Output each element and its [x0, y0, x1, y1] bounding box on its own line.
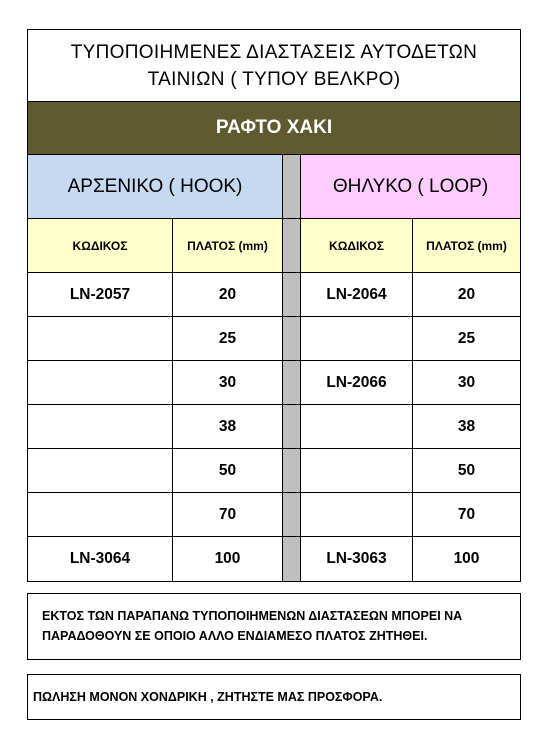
female-code-cell [301, 317, 413, 360]
table-body [28, 273, 520, 581]
male-code-cell [28, 449, 173, 492]
column-separator [283, 219, 301, 272]
female-code-cell [301, 405, 413, 448]
male-width-cell: 50 [173, 449, 283, 492]
female-group-header: ΘΗΛΥΚΟ ( LOOP) [301, 155, 520, 218]
table-row [28, 273, 520, 317]
note-custom-widths [27, 593, 521, 660]
group-header-row [28, 155, 520, 219]
male-code-header: ΚΩΔΙΚΟΣ [28, 219, 173, 272]
male-code-cell: LN-2057 [28, 273, 173, 316]
table-row [28, 537, 520, 581]
title-line-2: ΤΑΙΝΙΩΝ ( ΤΥΠΟΥ ΒΕΛΚΡΟ) [147, 68, 401, 90]
male-code-cell [28, 493, 173, 536]
female-width-cell: 50 [457, 461, 476, 479]
column-separator [283, 493, 301, 536]
female-width-header: ΠΛΑΤΟΣ (mm) [413, 219, 520, 272]
male-width-cell: 25 [173, 317, 283, 360]
column-header-row [28, 219, 520, 273]
column-separator [283, 449, 301, 492]
column-separator [283, 361, 301, 404]
female-width-cell: 100 [453, 550, 480, 567]
column-separator [283, 317, 301, 360]
female-width-cell: 70 [457, 505, 476, 523]
note-wholesale: ΠΩΛΗΣΗ ΜΟΝΟΝ ΧΟΝΔΡΙΚΗ , ΖΗΤΗΣΤΕ ΜΑΣ ΠΡΟΣΦΟΡΑ. [27, 674, 521, 720]
note-line-1: ΕΚΤΟΣ ΤΩΝ ΠΑΡΑΠΑΝΩ ΤΥΠΟΠΟΙΗΜΕΝΩΝ ΔΙΑΣΤΑΣΕΩΝ ΜΠΟΡΕΙ ΝΑ [42, 609, 463, 623]
male-width-cell: 38 [173, 405, 283, 448]
male-code-cell [28, 317, 173, 360]
female-width-cell: 25 [457, 329, 476, 347]
title-line-1: ΤΥΠΟΠΟΙΗΜΕΝΕΣ ΔΙΑΣΤΑΣΕΙΣ ΑΥΤΟΔΕΤΩΝ [70, 41, 478, 63]
male-width-cell: 30 [173, 361, 283, 404]
female-code-cell: LN-3063 [301, 537, 413, 581]
female-width-cell: 38 [457, 417, 476, 435]
table-title [28, 30, 520, 102]
dimensions-table [27, 29, 521, 582]
male-width-cell: 20 [173, 273, 283, 316]
male-width-header: ΠΛΑΤΟΣ (mm) [173, 219, 283, 272]
female-code-cell: LN-2064 [301, 273, 413, 316]
female-code-cell [301, 449, 413, 492]
table-row [28, 361, 520, 405]
female-code-cell [301, 493, 413, 536]
column-separator [283, 155, 301, 218]
color-band: ΡΑΦΤΟ ΧΑΚΙ [28, 102, 520, 155]
male-code-cell [28, 405, 173, 448]
table-row [28, 405, 520, 449]
note-line-2: ΠΑΡΑΔΟΘΟΥΝ ΣΕ ΟΠΟΙΟ ΑΛΛΟ ΕΝΔΙΑΜΕΣΟ ΠΛΑΤΟΣ ΖΗΤΗΘΕΙ. [42, 629, 428, 643]
table-row [28, 449, 520, 493]
column-separator [283, 273, 301, 316]
female-width-cell: 30 [457, 373, 476, 391]
male-code-cell [28, 361, 173, 404]
female-code-header: ΚΩΔΙΚΟΣ [301, 219, 413, 272]
male-group-header: ΑΡΣΕΝΙΚΟ ( HOOK) [28, 155, 283, 218]
female-width-cell: 20 [457, 285, 476, 303]
table-row [28, 493, 520, 537]
table-row [28, 317, 520, 361]
male-width-cell: 100 [173, 537, 283, 581]
column-separator [283, 405, 301, 448]
male-code-cell: LN-3064 [28, 537, 173, 581]
female-code-cell: LN-2066 [301, 361, 413, 404]
column-separator [283, 537, 301, 581]
male-width-cell: 70 [173, 493, 283, 536]
